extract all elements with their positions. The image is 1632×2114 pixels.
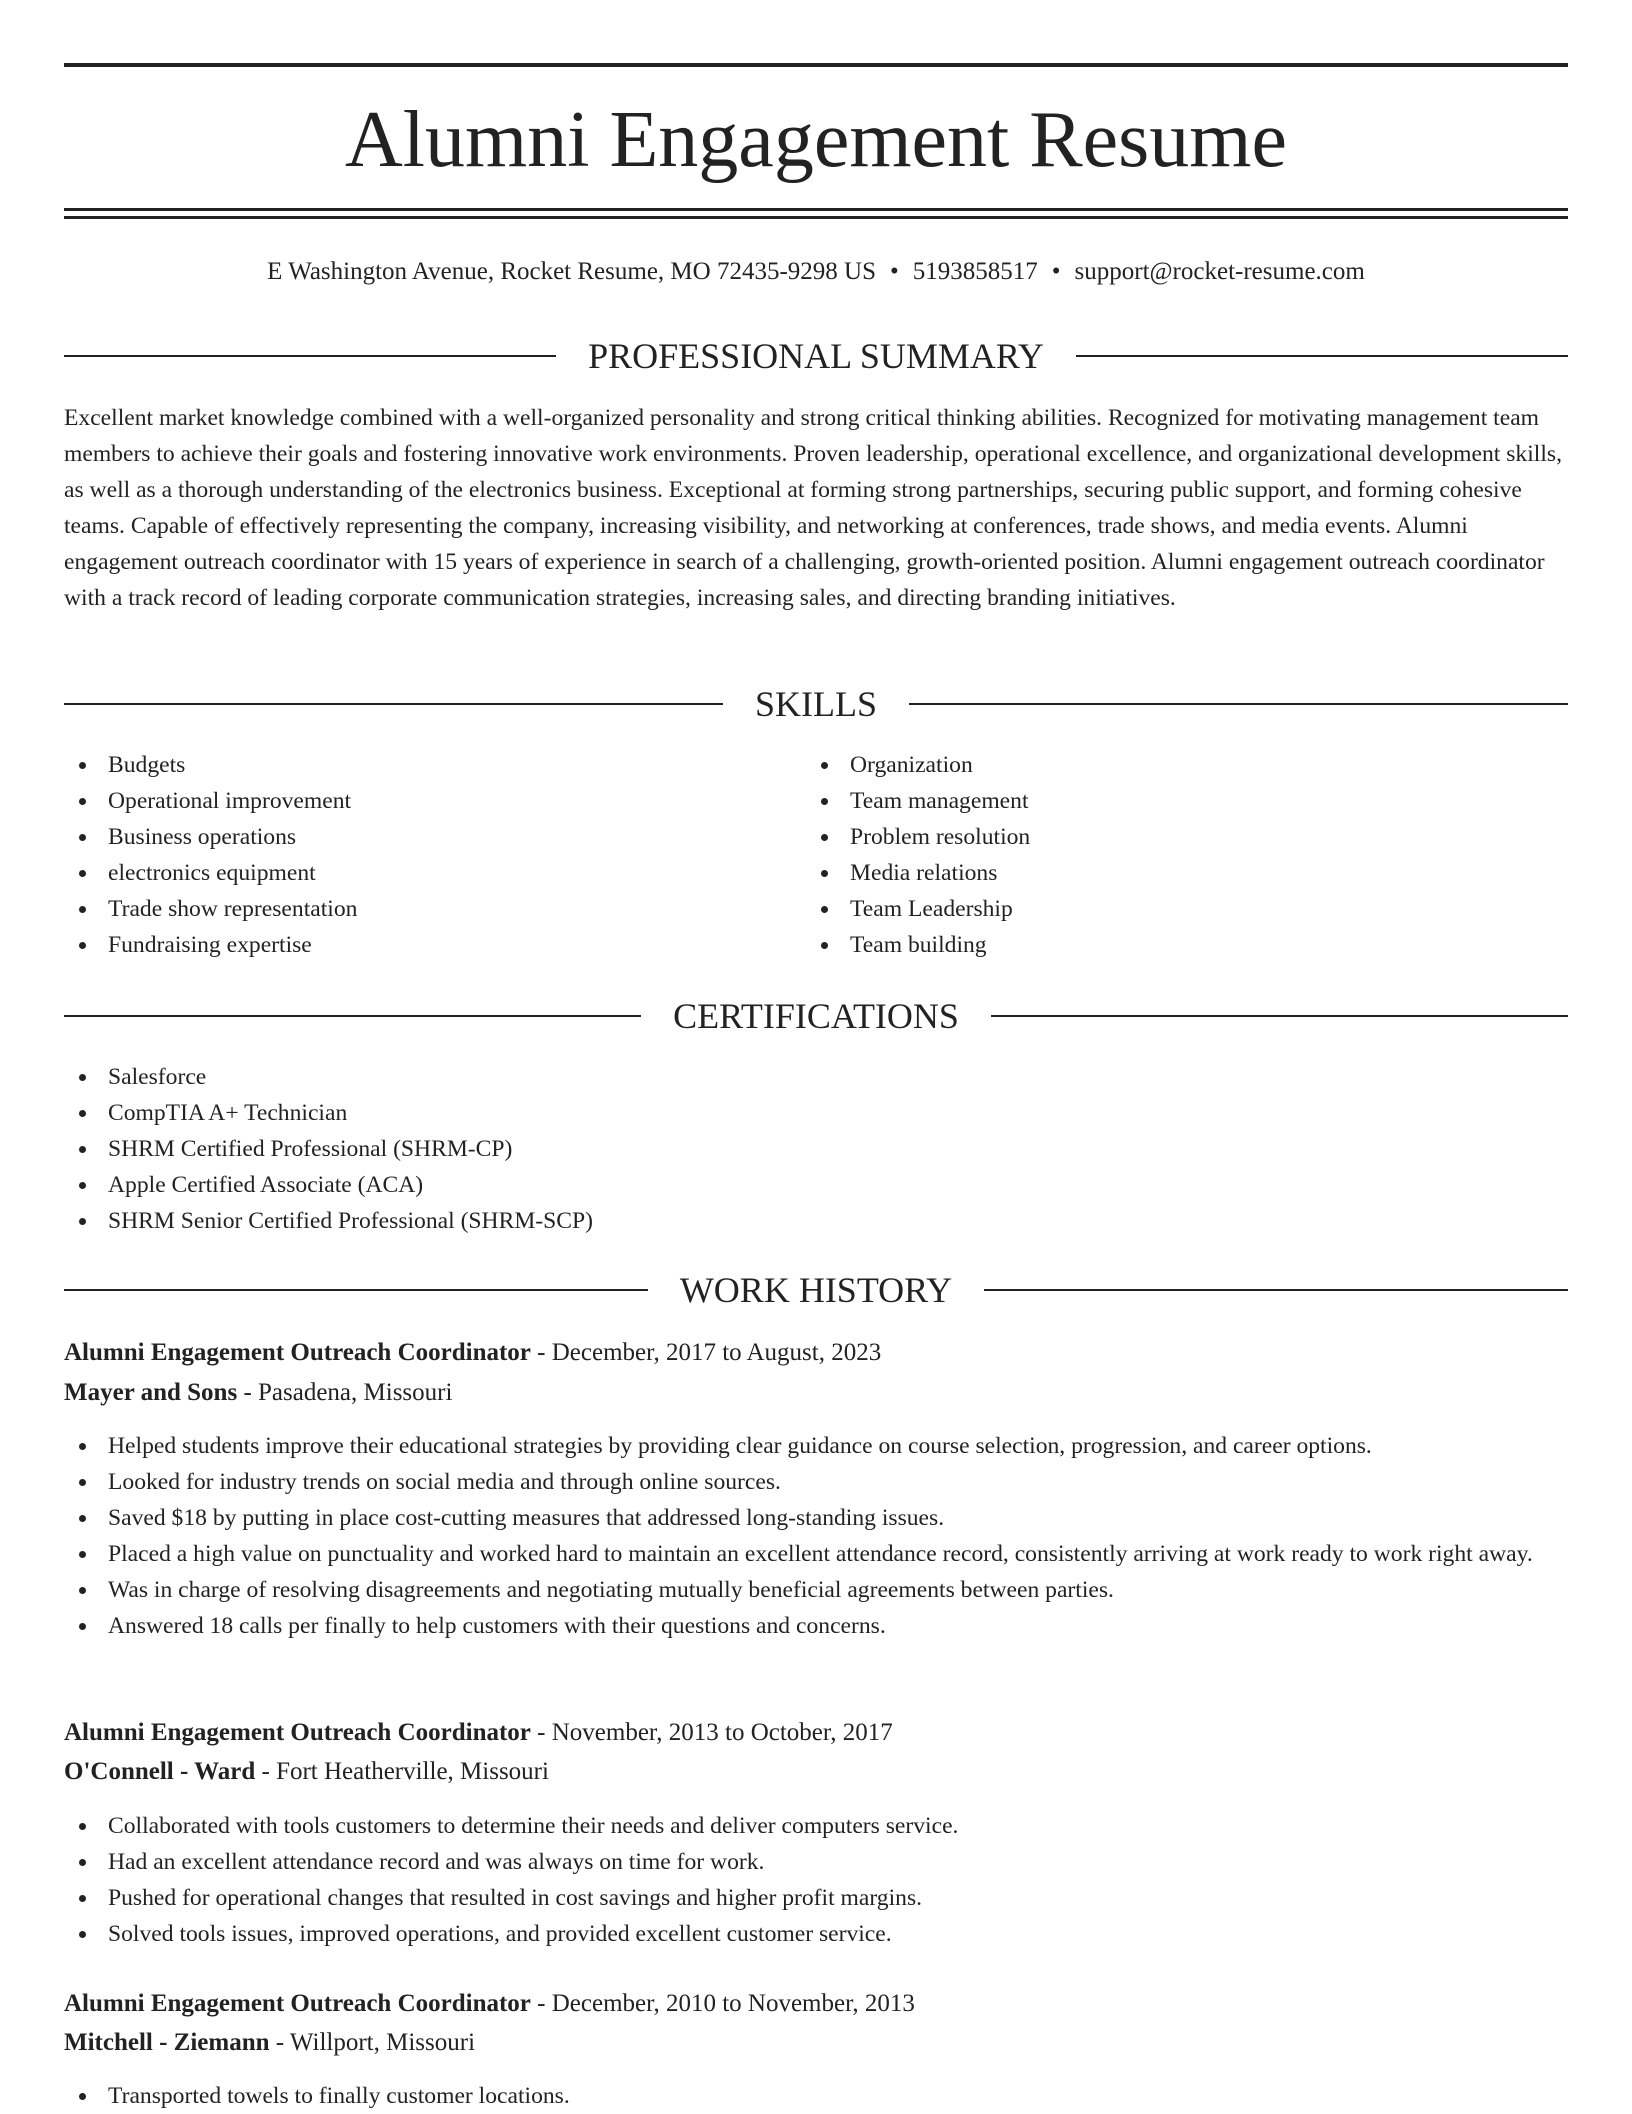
- work-history-heading-text: WORK HISTORY: [679, 1270, 953, 1310]
- contact-separator: •: [890, 258, 899, 285]
- heading-rule-right: [1076, 355, 1568, 357]
- summary-heading: [64, 331, 1568, 381]
- job-title-line: [64, 1335, 881, 1371]
- heading-rule-left: [64, 1015, 641, 1017]
- skills-heading-text: SKILLS: [755, 684, 878, 724]
- job-bullet: Placed a high value on punctuality and worked hard to maintain an excellent attendance record, consistently arriving at work ready to work right away.: [64, 1536, 1570, 1572]
- job-title-line: [64, 1986, 915, 2022]
- contact-separator: •: [1051, 258, 1061, 285]
- certifications-list: [64, 1059, 1464, 1239]
- job-bullet: Saved $18 by putting in place cost-cutting measures that addressed long-standing issues.: [64, 1500, 1570, 1536]
- job-dates: - December, 2017 to August, 2023: [537, 1339, 882, 1366]
- job-company-line: [64, 2025, 475, 2061]
- certifications-heading: [64, 991, 1568, 1041]
- job-company: Mayer and Sons: [64, 1379, 238, 1406]
- certification-item: Salesforce: [64, 1059, 1464, 1095]
- heading-rule-right: [984, 1289, 1568, 1291]
- job-bullet: Answered 18 calls per finally to help customers with their questions and concerns.: [64, 1608, 1570, 1644]
- summary-heading-text: PROFESSIONAL SUMMARY: [588, 336, 1044, 376]
- job-location: - Fort Heatherville, Missouri: [261, 1758, 549, 1785]
- skill-item: Fundraising expertise: [64, 927, 764, 963]
- header-top-rule: [64, 63, 1568, 67]
- header-double-rule-top: [64, 208, 1568, 211]
- skill-item: Organization: [806, 747, 1506, 783]
- job-bullet: Pushed for operational changes that resulted in cost savings and higher profit margins.: [64, 1880, 1570, 1916]
- certifications-heading-text: CERTIFICATIONS: [673, 996, 959, 1036]
- skill-item: Operational improvement: [64, 783, 764, 819]
- skill-item: Team building: [806, 927, 1506, 963]
- job-bullet: Looked for industry trends on social media and through online sources.: [64, 1464, 1570, 1500]
- heading-rule-left: [64, 703, 723, 705]
- job-company-line: [64, 1375, 452, 1411]
- certification-item: CompTIA A+ Technician: [64, 1095, 1464, 1131]
- job-bullet: Helped students improve their educational strategies by providing clear guidance on course selection, progression, and career options.: [64, 1428, 1570, 1464]
- skills-list-left: [64, 747, 764, 963]
- heading-rule-right: [991, 1015, 1568, 1017]
- job-bullet: Had an excellent attendance record and was always on time for work.: [64, 1844, 1570, 1880]
- summary-text: Excellent market knowledge combined with a well-organized personality and strong critical thinking abilities. Recognized for motivating management team members to achieve their goals and fostering innovative work environments. Proven leadership, operational excellence, and organizational development skills, as well as a thorough understanding of the electronics business. Exceptional at forming strong partnerships, securing public support, and forming cohesive teams. Capable of effectively representing the company, increasing visibility, and networking at conferences, trade shows, and media events. Alumni engagement outreach coordinator with 15 years of experience in search of a challenging, growth-oriented position. Alumni engagement outreach coordinator with a track record of leading corporate communication strategies, increasing sales, and directing branding initiatives.: [64, 405, 1562, 611]
- heading-rule-left: [64, 355, 556, 357]
- job-bullet: Collaborated with tools customers to determine their needs and deliver computers service.: [64, 1808, 1570, 1844]
- job-bullet: Transported towels to finally customer locations.: [64, 2078, 1570, 2114]
- certification-item: SHRM Senior Certified Professional (SHRM-SCP): [64, 1203, 1464, 1239]
- skills-list-right: [806, 747, 1506, 963]
- job-bullets: [64, 1808, 1570, 1952]
- job-location: - Pasadena, Missouri: [243, 1379, 453, 1406]
- job-company: O'Connell - Ward: [64, 1758, 256, 1785]
- heading-rule-left: [64, 1289, 648, 1291]
- contact-info: [64, 254, 1568, 290]
- work-history-heading: [64, 1265, 1568, 1315]
- skill-item: Problem resolution: [806, 819, 1506, 855]
- job-bullet: Was in charge of resolving disagreements and negotiating mutually beneficial agreements between parties.: [64, 1572, 1570, 1608]
- job-title-line: [64, 1715, 893, 1751]
- job-dates: - December, 2010 to November, 2013: [537, 1990, 915, 2017]
- header-double-rule-bottom: [64, 216, 1568, 219]
- job-bullets: [64, 2078, 1570, 2114]
- skills-heading: [64, 679, 1568, 729]
- heading-rule-right: [909, 703, 1568, 705]
- skill-item: Team management: [806, 783, 1506, 819]
- job-company: Mitchell - Ziemann: [64, 2029, 270, 2056]
- job-bullets: [64, 1428, 1570, 1644]
- skill-item: electronics equipment: [64, 855, 764, 891]
- contact-phone: 5193858517: [912, 258, 1038, 285]
- job-title: Alumni Engagement Outreach Coordinator: [64, 1339, 531, 1366]
- skill-item: Media relations: [806, 855, 1506, 891]
- job-title: Alumni Engagement Outreach Coordinator: [64, 1719, 531, 1746]
- job-bullet: Solved tools issues, improved operations, and provided excellent customer service.: [64, 1916, 1570, 1952]
- job-company-line: [64, 1754, 549, 1790]
- job-title: Alumni Engagement Outreach Coordinator: [64, 1990, 531, 2017]
- certification-item: Apple Certified Associate (ACA): [64, 1167, 1464, 1203]
- skill-item: Team Leadership: [806, 891, 1506, 927]
- job-location: - Willport, Missouri: [275, 2029, 476, 2056]
- page-title: Alumni Engagement Resume: [344, 96, 1288, 184]
- contact-address: E Washington Avenue, Rocket Resume, MO 72435-9298 US: [267, 258, 876, 285]
- skill-item: Business operations: [64, 819, 764, 855]
- contact-email: support@rocket-resume.com: [1074, 258, 1365, 285]
- certification-item: SHRM Certified Professional (SHRM-CP): [64, 1131, 1464, 1167]
- job-dates: - November, 2013 to October, 2017: [537, 1719, 893, 1746]
- skill-item: Trade show representation: [64, 891, 764, 927]
- skill-item: Budgets: [64, 747, 764, 783]
